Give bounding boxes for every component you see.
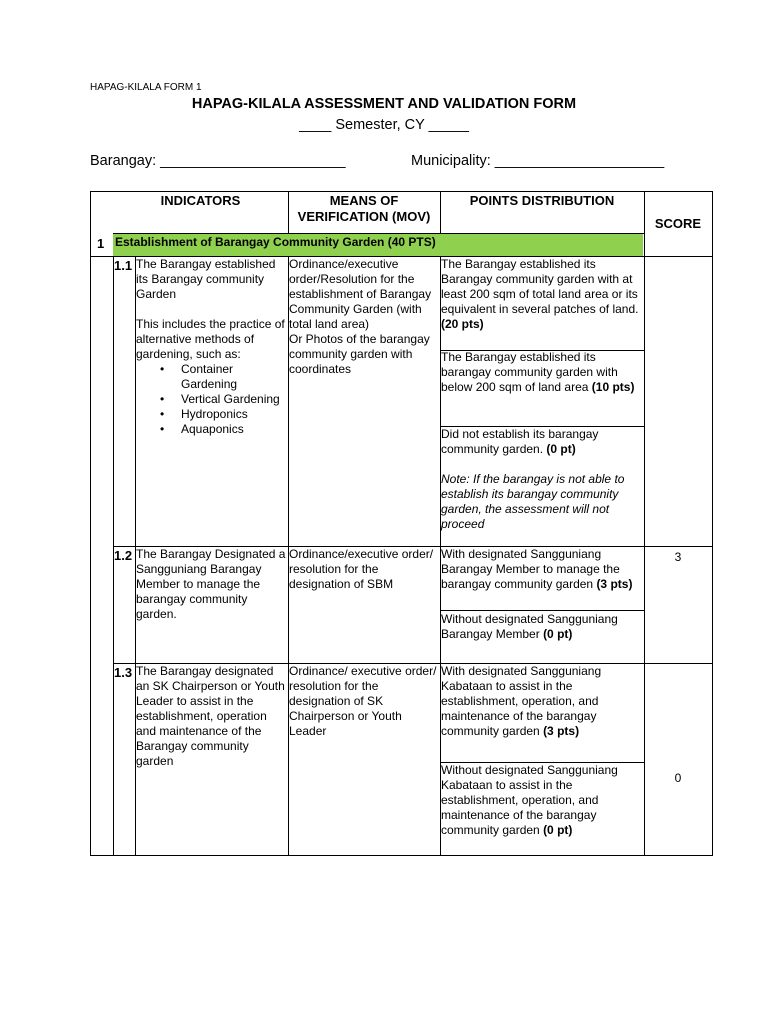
- points-option: Without designated Sangguniang Kabataan to assist in the establishment, operation, and maintenance of the barangay community garden (0 pt): [441, 763, 618, 837]
- form-code: HAPAG-KILALA FORM 1: [90, 82, 202, 93]
- points-option: Did not establish its barangay community garden. (0 pt) Note: If the barangay is not able to establish its barangay community garden, the assessment will not proceed: [441, 427, 643, 532]
- points-option: The Barangay established its barangay community garden with below 200 sqm of land area (10 pts): [441, 350, 635, 394]
- list-item: • Container Gardening: [136, 362, 286, 392]
- indicator-text: The Barangay designated an SK Chairperson or Youth Leader to assist in the establishment, operation and maintenance of the Barangay community garden: [136, 664, 285, 768]
- list-item: • Hydroponics: [136, 407, 286, 422]
- header-mov: MEANS OF VERIFICATION (MOV): [297, 193, 431, 224]
- barangay-field: Barangay: _______________________: [90, 153, 346, 169]
- indicator-text: The Barangay Designated a Sangguniang Barangay Member to manage the barangay community garden.: [136, 547, 286, 621]
- form-title: HAPAG-KILALA ASSESSMENT AND VALIDATION FORM: [191, 96, 577, 112]
- mov-text: Ordinance/executive order/Resolution for the establishment of Barangay Community Garden (with total land area) Or Photos of the barangay community garden with coordinates: [289, 257, 432, 376]
- assessment-note: Note: If the barangay is not able to establish its barangay community garden, the assessment will not proceed: [441, 472, 625, 531]
- mov-text: Ordinance/ executive order/ resolution for the designation of SK Chairperson or Youth Leader: [289, 664, 437, 738]
- header-indicators: INDICATORS: [160, 193, 241, 208]
- indicator-text: The Barangay established its Barangay community Garden This includes the practice of alternative methods of gardening, such as: • Container Gardening • Vertical Gardening • Hydroponics • Aquaponics: [136, 257, 286, 437]
- list-item: • Aquaponics: [136, 422, 286, 437]
- row-number: 1.3: [114, 665, 133, 680]
- list-item: • Vertical Gardening: [136, 392, 286, 407]
- score-value: 3: [674, 550, 682, 564]
- score-value: 0: [674, 771, 682, 785]
- points-option: With designated Sangguniang Barangay Member to manage the barangay community garden (3 pts): [441, 547, 633, 591]
- row-number: 1.2: [114, 548, 133, 563]
- header-points: POINTS DISTRIBUTION: [469, 193, 615, 208]
- section-title: Establishment of Barangay Community Garden (40 PTS): [115, 235, 436, 249]
- points-option: Without designated Sangguniang Barangay Member (0 pt): [441, 612, 618, 641]
- mov-text: Ordinance/executive order/ resolution for the designation of SBM: [289, 547, 434, 591]
- row-number: 1.1: [114, 258, 133, 273]
- semester-line: ____ Semester, CY _____: [299, 117, 469, 133]
- section-number: 1: [97, 236, 105, 251]
- municipality-field: Municipality: _____________________: [411, 153, 665, 169]
- points-option: With designated Sangguniang Kabataan to assist in the establishment, operation, and maintenance of the barangay community garden (3 pts): [441, 664, 602, 738]
- points-option: The Barangay established its Barangay community garden with at least 200 sqm of total land area or its equivalent in several patches of land. (20 pts): [441, 257, 639, 331]
- gardening-methods-list: [136, 362, 286, 437]
- header-score: SCORE: [654, 216, 702, 231]
